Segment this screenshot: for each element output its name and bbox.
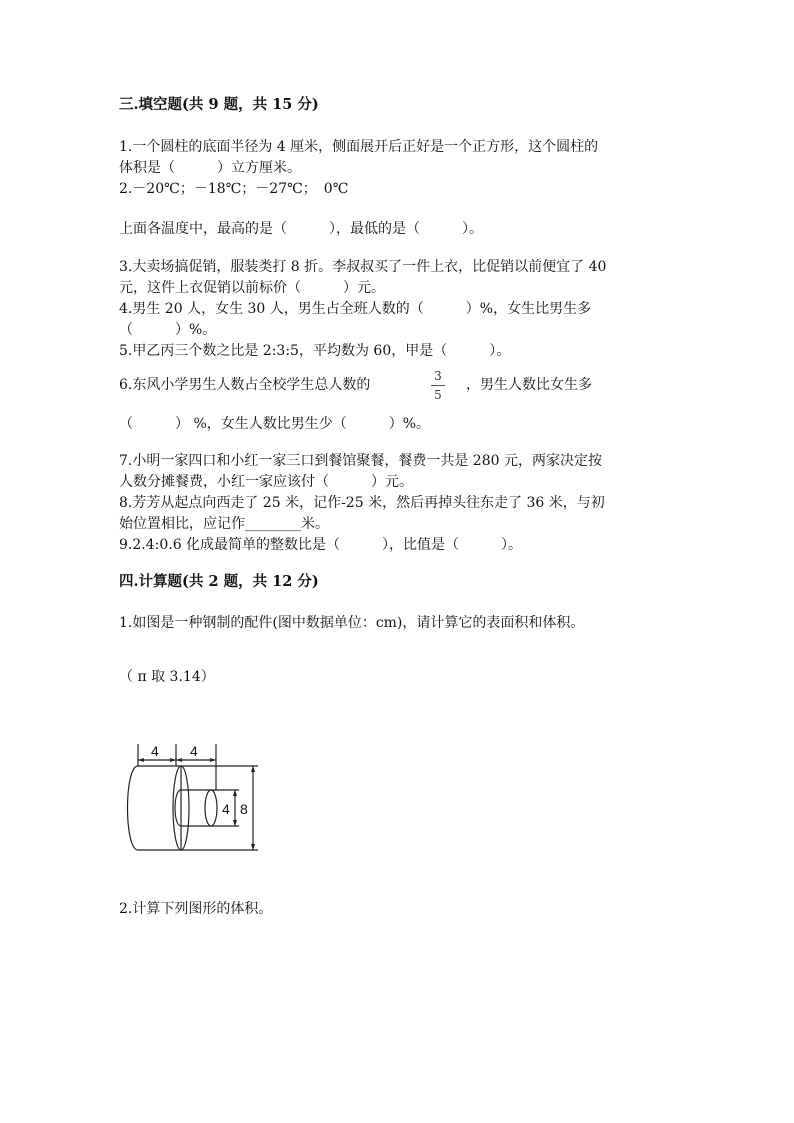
steel-part-drawing bbox=[118, 740, 268, 860]
calc-q1-text: 1.如图是一种钢制的配件(图中数据单位：cm)，请计算它的表面积和体积。 bbox=[119, 615, 585, 631]
q1-text-line1: 1.一个圆柱的底面半径为 4 厘米，侧面展开后正好是一个正方形，这个圆柱的 bbox=[119, 139, 599, 155]
q6-fraction-bar bbox=[431, 385, 445, 386]
q6-fraction bbox=[430, 369, 446, 402]
q6-text-line1: 6.东风小学男生人数占全校学生总人数的 bbox=[119, 377, 371, 393]
steel-part-figure bbox=[118, 740, 268, 860]
q9-text: 9.2.4:0.6 化成最简单的整数比是（ ），比值是（ ）。 bbox=[119, 537, 523, 553]
calc-q1-pi-note: （ π 取 3.14） bbox=[119, 669, 215, 685]
q3-text-line1: 3.大卖场搞促销，服装类打 8 折。李叔叔买了一件上衣，比促销以前便宜了 40 bbox=[119, 259, 607, 275]
q8-text-line2: 始位置相比，应记作________米。 bbox=[119, 516, 329, 532]
q3-text-line2: 元，这件上衣促销以前标价（ ）元。 bbox=[119, 280, 385, 296]
q2-text: 上面各温度中，最高的是（ ），最低的是（ ）。 bbox=[119, 221, 483, 237]
label-large-diameter: 8 bbox=[240, 801, 248, 817]
label-right-length: 4 bbox=[190, 743, 198, 759]
q7-text-line1: 7.小明一家四口和小红一家三口到餐馆聚餐，餐费一共是 280 元，两家决定按 bbox=[119, 453, 602, 469]
section3-heading: 三.填空题(共 9 题，共 15 分) bbox=[119, 96, 319, 113]
q6-text-line2: （ ） %，女生人数比男生少（ ）%。 bbox=[119, 416, 431, 432]
q8-text-line1: 8.芳芳从起点向西走了 25 米，记作-25 米，然后再掉头往东走了 36 米，与初 bbox=[119, 495, 605, 511]
q5-text: 5.甲乙丙三个数之比是 2:3:5，平均数为 60，甲是（ ）。 bbox=[119, 343, 511, 359]
q6-fraction-numerator: 3 bbox=[434, 369, 442, 383]
q7-text-line2: 人数分摊餐费，小红一家应该付（ ）元。 bbox=[119, 474, 413, 490]
q1-text-line2: 体积是（ ）立方厘米。 bbox=[119, 160, 301, 176]
q2-temperatures: 2.－20℃；－18℃；－27℃； 0℃ bbox=[119, 181, 349, 197]
q4-text-line2: （ ）%。 bbox=[119, 322, 217, 338]
q4-text-line1: 4.男生 20 人，女生 30 人，男生占全班人数的（ ）%，女生比男生多 bbox=[119, 301, 592, 317]
calc-q2-text: 2.计算下列图形的体积。 bbox=[119, 901, 273, 917]
section4-heading: 四.计算题(共 2 题，共 12 分) bbox=[119, 573, 319, 590]
label-left-length: 4 bbox=[151, 743, 159, 759]
q6-fraction-denominator: 5 bbox=[434, 388, 442, 402]
q6-text-line1-end: ，男生人数比女生多 bbox=[466, 377, 592, 393]
label-small-diameter: 4 bbox=[222, 801, 230, 817]
